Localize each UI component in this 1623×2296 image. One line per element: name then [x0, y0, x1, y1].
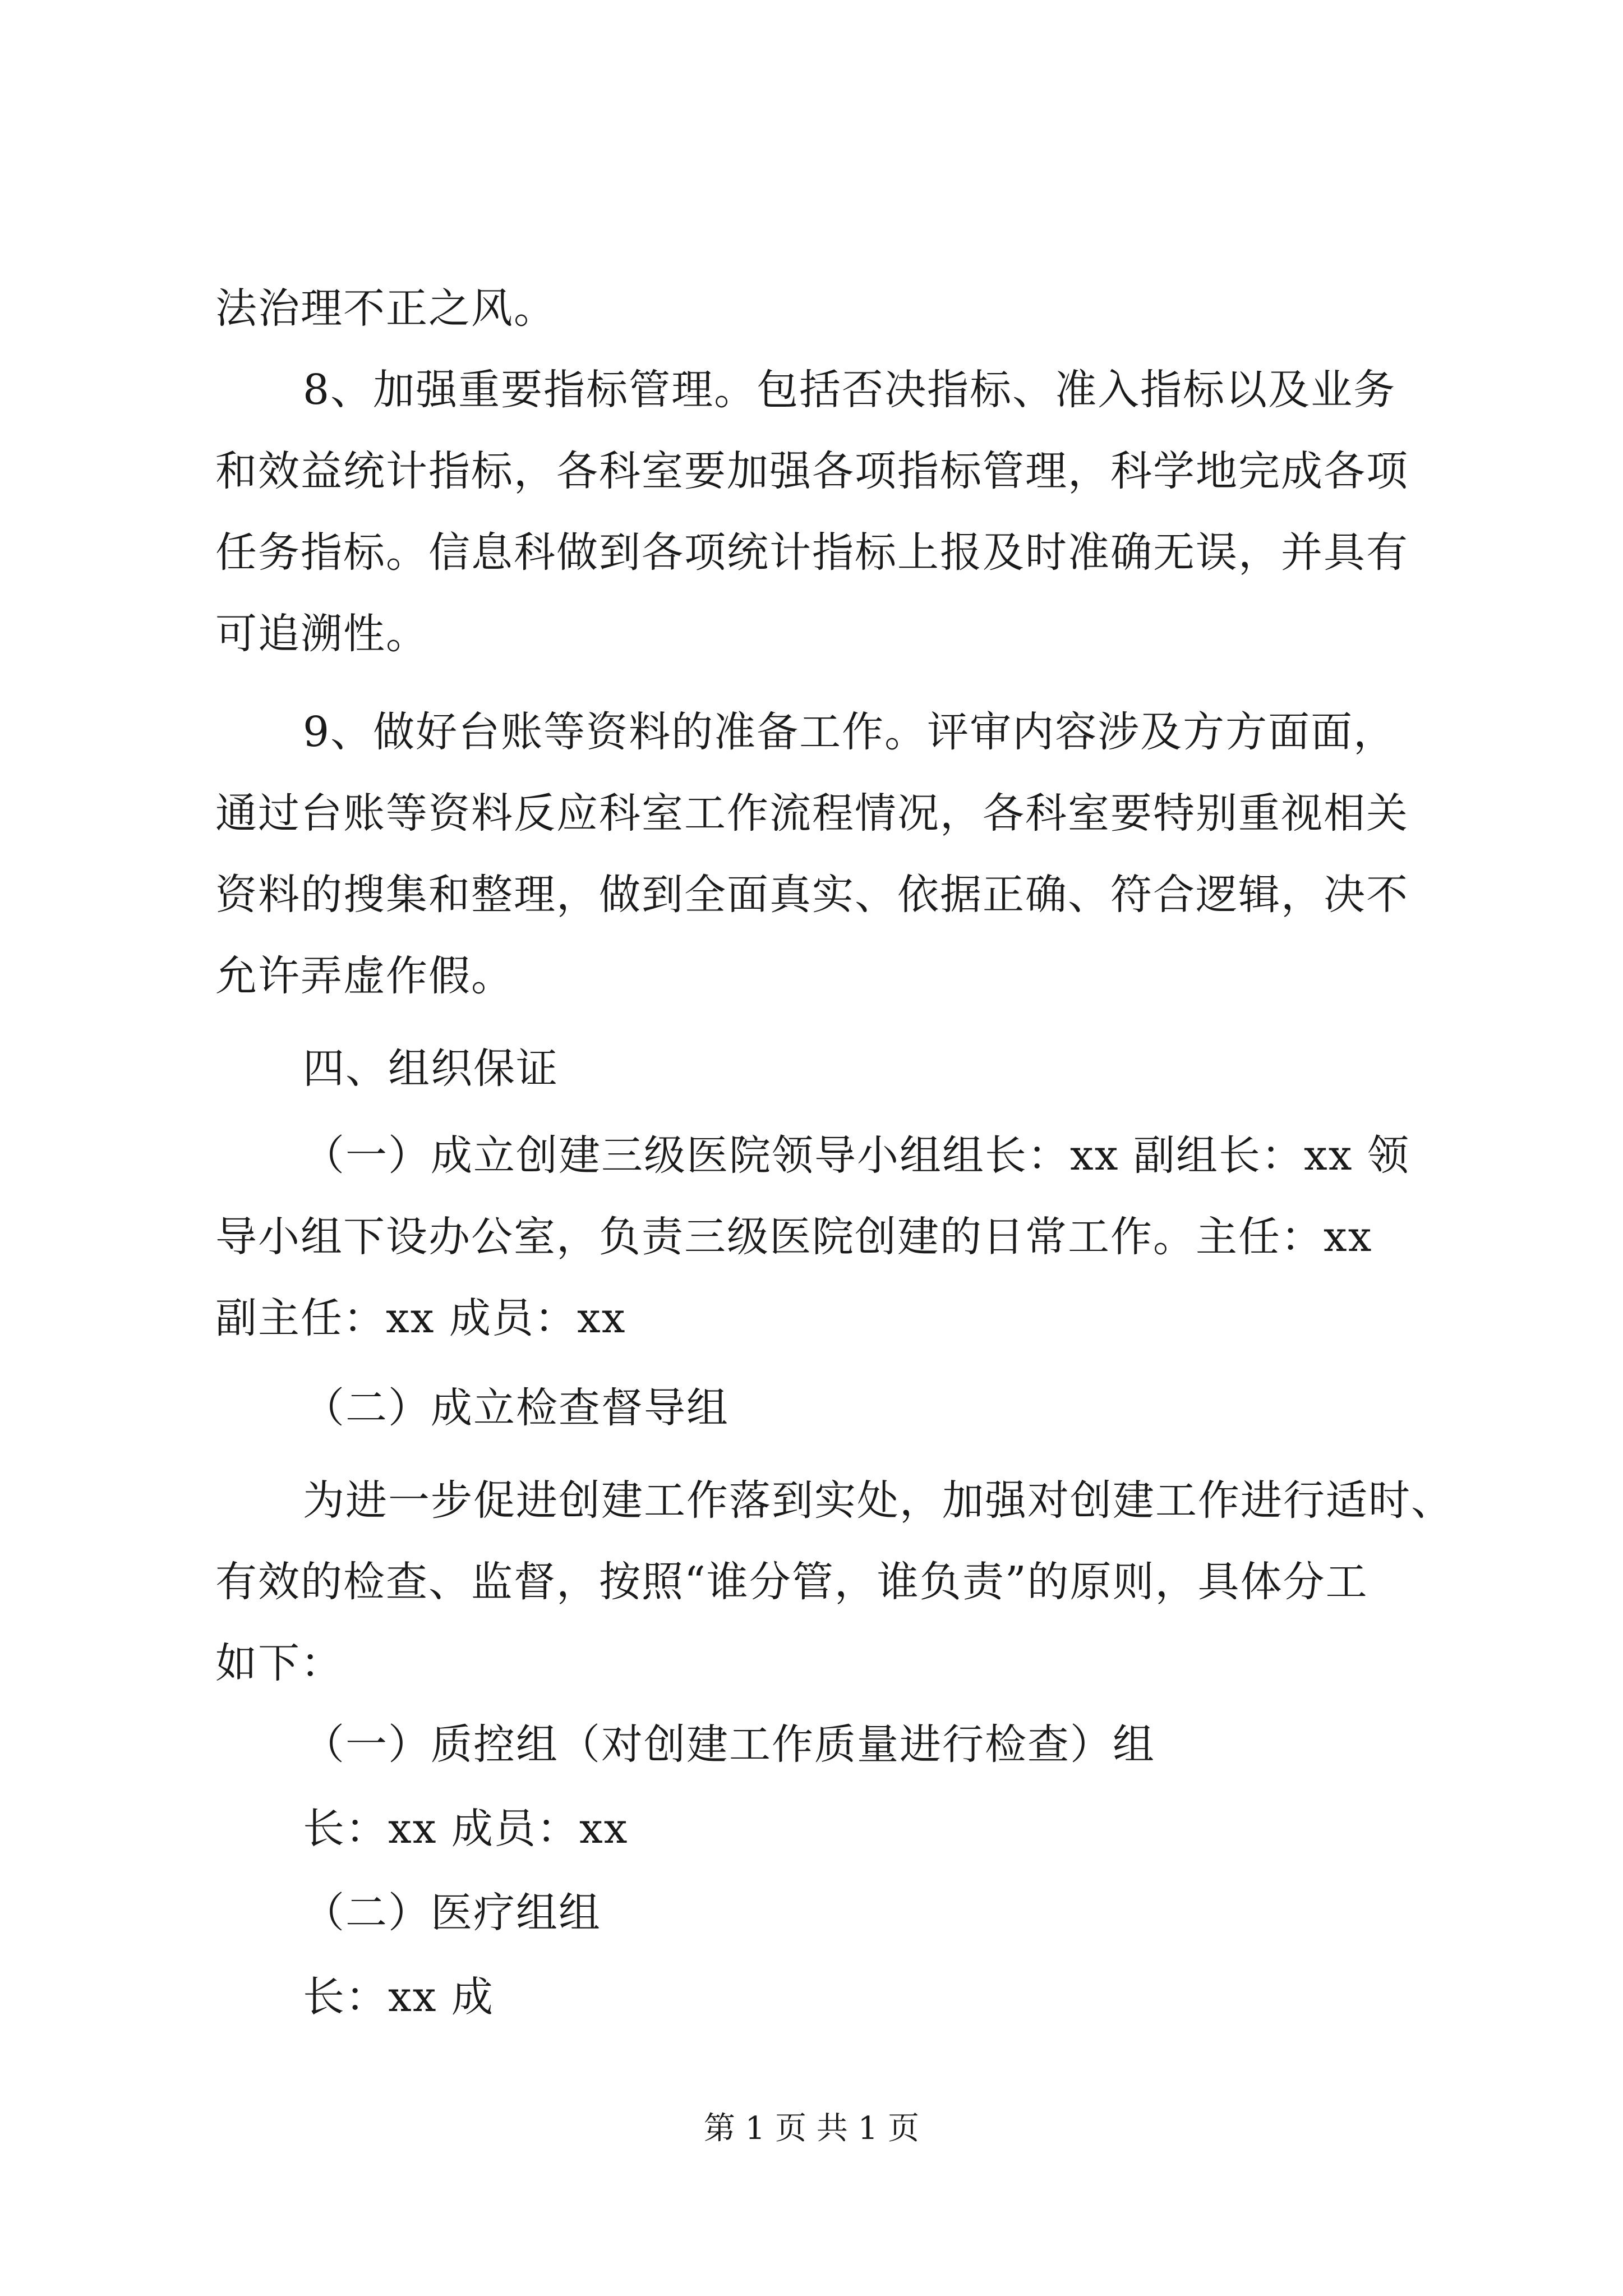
text-line-7: 通过台账等资料反应科室工作流程情况，各科室要特别重视相关 [215, 789, 1409, 838]
text-line-12: 导小组下设办公室，负责三级医院创建的日常工作。主任：xx [215, 1213, 1373, 1261]
text-line-13: 副主任：xx 成员：xx [215, 1294, 626, 1342]
text-line-8: 资料的搜集和整理，做到全面真实、依据正确、符合逻辑，决不 [215, 871, 1409, 919]
text-line-21: 长：xx 成 [303, 1973, 494, 2021]
text-line-18: （一）质控组（对创建工作质量进行检查）组 [303, 1720, 1155, 1769]
text-line-17: 如下： [215, 1639, 343, 1687]
text-line-1: 法治理不正之风。 [215, 284, 556, 333]
text-line-14: （二）成立检查督导组 [303, 1384, 729, 1432]
text-line-5: 可追溯性。 [215, 610, 428, 658]
section-heading: 四、组织保证 [303, 1045, 559, 1093]
page-footer: 第 1 页 共 1 页 [703, 2110, 920, 2147]
text-line-4: 任务指标。信息科做到各项统计指标上报及时准确无误，并具有 [215, 528, 1409, 577]
text-line-20: （二）医疗组组 [303, 1889, 601, 1937]
text-line-15: 为进一步促进创建工作落到实处，加强对创建工作进行适时、 [303, 1476, 1454, 1525]
text-line-19: 长：xx 成员：xx [303, 1805, 629, 1853]
text-line-2: 8、加强重要指标管理。包括否决指标、准入指标以及业务 [303, 366, 1396, 414]
text-line-16: 有效的检查、监督，按照“谁分管，谁负责”的原则，具体分工 [215, 1558, 1368, 1606]
text-line-6: 9、做好台账等资料的准备工作。评审内容涉及方方面面， [303, 708, 1396, 756]
text-line-3: 和效益统计指标，各科室要加强各项指标管理，科学地完成各项 [215, 447, 1409, 495]
text-line-11: （一）成立创建三级医院领导小组组长：xx 副组长：xx 领 [303, 1131, 1410, 1180]
text-line-9: 允许弄虚作假。 [215, 952, 514, 1000]
